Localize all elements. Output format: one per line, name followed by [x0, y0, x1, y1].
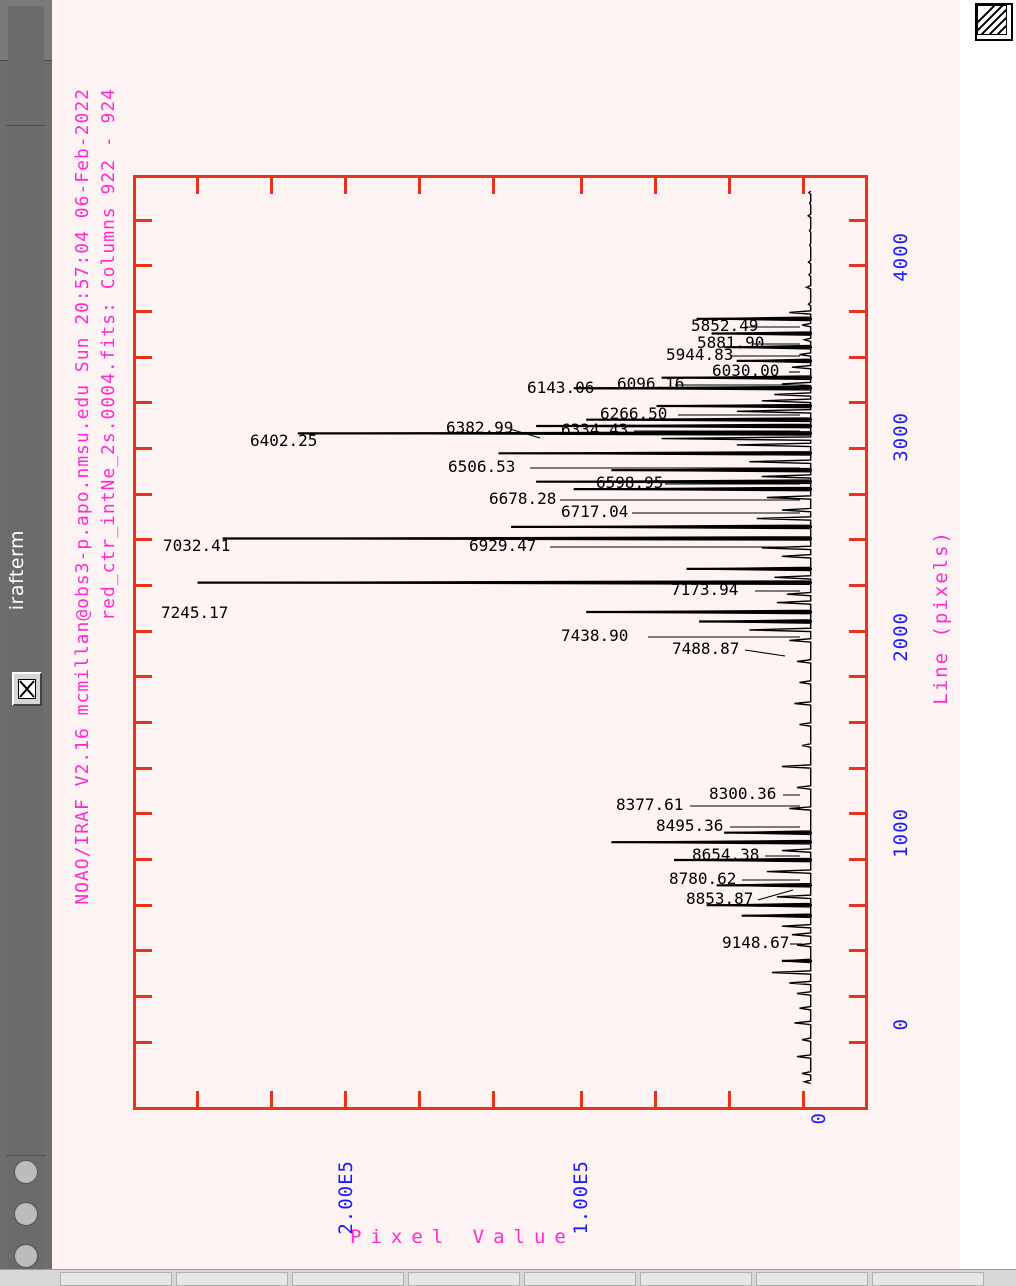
annotation-label: 6717.04 — [561, 502, 629, 521]
annotation-label: 6402.25 — [250, 431, 318, 450]
annotation-label: 8654.38 — [692, 845, 760, 864]
annotation-label: 6030.00 — [712, 361, 780, 380]
annotation-label: 9148.67 — [722, 933, 790, 952]
taskbar-cell[interactable] — [176, 1272, 288, 1286]
annotation-label: 7245.17 — [161, 603, 229, 622]
annotation-label: 6929.47 — [469, 536, 537, 555]
annotation-label: 5852.49 — [691, 316, 759, 335]
annotation-label: 8377.61 — [616, 795, 684, 814]
window-title: irafterm — [6, 530, 28, 611]
annotation-label: 8495.36 — [656, 816, 724, 835]
chrome-divider — [6, 125, 46, 126]
taskbar-cell[interactable] — [640, 1272, 752, 1286]
taskbar-cell[interactable] — [872, 1272, 984, 1286]
right-margin — [960, 0, 1016, 1286]
y-tick-label-4000: 4000 — [890, 232, 912, 282]
x-tick-label-0: 0 — [808, 1112, 830, 1125]
taskbar-cell[interactable] — [756, 1272, 868, 1286]
annotation-label: 6096.16 — [617, 374, 685, 393]
taskbar-strip — [0, 1269, 1016, 1286]
annotation-label: 5881.90 — [697, 333, 765, 352]
y-axis-label: Line (pixels) — [930, 530, 952, 705]
annotation-label: 8853.87 — [686, 889, 754, 908]
annotation-label: 7488.87 — [672, 639, 740, 658]
window-menu-icon — [18, 679, 36, 699]
chrome-divider — [6, 1155, 46, 1156]
iraf-header-line-2: red_ctr_intNe_2s.0004.fits: Columns 922 - 924 — [98, 88, 119, 621]
taskbar-cell[interactable] — [292, 1272, 404, 1286]
annotation-label: 6334.43 — [561, 420, 629, 439]
hatch-pattern-icon[interactable] — [975, 3, 1013, 41]
annotation-label: 6382.99 — [446, 418, 514, 437]
chrome-inner-panel — [8, 6, 44, 1276]
annotation-label: 7032.41 — [163, 536, 231, 555]
annotation-label: 6678.28 — [489, 489, 557, 508]
iraf-header-line-1: NOAO/IRAF V2.16 mcmillan@obs3-p.apo.nmsu.edu Sun 20:57:04 06-Feb-2022 — [72, 88, 93, 905]
x-tick-label-2e5: 2.00E5 — [335, 1160, 357, 1235]
annotation-label: 6506.53 — [448, 457, 516, 476]
window-button-dot[interactable] — [14, 1202, 38, 1226]
annotation-label: 7438.90 — [561, 626, 629, 645]
annotation-label: 6598.95 — [596, 473, 664, 492]
annotation-label: 6143.06 — [527, 378, 595, 397]
y-tick-label-1000: 1000 — [890, 808, 912, 858]
taskbar-cell[interactable] — [60, 1272, 172, 1286]
annotation-label: 8780.62 — [669, 869, 737, 888]
y-tick-label-2000: 2000 — [890, 612, 912, 662]
x-tick-label-1e5: 1.00E5 — [570, 1160, 592, 1235]
x-axis-label: Pixel Value — [350, 1226, 575, 1248]
y-tick-label-0: 0 — [890, 1018, 912, 1031]
annotation-label: 8300.36 — [709, 784, 777, 803]
window-menu-button[interactable] — [12, 672, 42, 706]
annotation-label: 7173.94 — [671, 580, 739, 599]
annotation-label: 5944.83 — [666, 345, 734, 364]
window-button-dot[interactable] — [14, 1244, 38, 1268]
window-chrome-left — [0, 0, 53, 1286]
taskbar-cell[interactable] — [524, 1272, 636, 1286]
y-tick-label-3000: 3000 — [890, 412, 912, 462]
annotation-label: 6266.50 — [600, 404, 668, 423]
taskbar-cell[interactable] — [408, 1272, 520, 1286]
window-button-dot[interactable] — [14, 1160, 38, 1184]
